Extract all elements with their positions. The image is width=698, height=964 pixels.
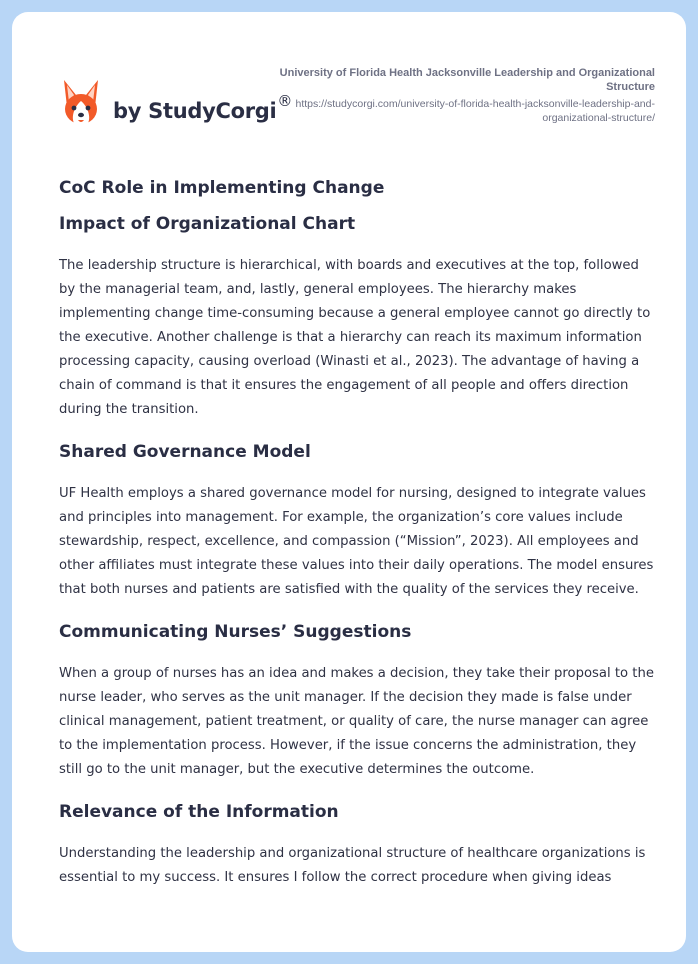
document-source xyxy=(275,66,655,125)
main-heading: CoC Role in Implementing Change xyxy=(59,178,385,198)
section-heading-nurses-suggestions: Communicating Nurses’ Suggestions xyxy=(59,622,412,642)
article-body xyxy=(59,177,659,890)
section-paragraph-shared-governance: UF Health employs a shared governance model for nursing, designed to integrate values and principles into management. For example, the organization’s core values include stewardship, respect, excellence, and compassion (“Mission”, 2023). All employees and other affiliates must integrate these values into their daily operations. The model ensures that both nurses and patients are satisfied with the quality of the services they receive. xyxy=(59,486,654,597)
section-paragraph-organizational-chart: The leadership structure is hierarchical, with boards and executives at the top, followed by the managerial team, and, lastly, general employees. The hierarchy makes implementing change time-consuming because a general employee cannot go directly to the executive. Another challenge is that a hierarchy can reach its maximum information processing capacity, causing overload (Winasti et al., 2023). The advantage of having a chain of command is that it ensures the engagement of all people and offers direction during the transition. xyxy=(59,258,651,417)
brand-name[interactable]: by StudyCorgi® xyxy=(113,92,293,123)
section-heading-organizational-chart: Impact of Organizational Chart xyxy=(59,214,356,234)
document-title: University of Florida Health Jacksonville Leadership and Organizational Structure xyxy=(279,67,655,93)
section-paragraph-relevance: Understanding the leadership and organizational structure of healthcare organizations is essential to my success. It ensures I follow the correct procedure when giving ideas xyxy=(59,846,646,885)
document-url[interactable]: https://studycorgi.com/university-of-florida-health-jacksonville-leadership-and-organizational-structure/ xyxy=(295,98,655,124)
section-heading-relevance: Relevance of the Information xyxy=(59,802,339,822)
registered-mark: ® xyxy=(277,92,293,110)
document-card xyxy=(12,12,686,952)
section-heading-shared-governance: Shared Governance Model xyxy=(59,442,311,462)
corgi-logo-icon xyxy=(61,77,101,133)
section-paragraph-nurses-suggestions: When a group of nurses has an idea and makes a decision, they take their proposal to the nurse leader, who serves as the unit manager. If the decision they made is false under clinical management, patient treatment, or quality of care, the nurse manager can agree to the implementation process. However, if the issue concerns the administration, they still go to the unit manager, but the executive determines the outcome. xyxy=(59,666,654,777)
